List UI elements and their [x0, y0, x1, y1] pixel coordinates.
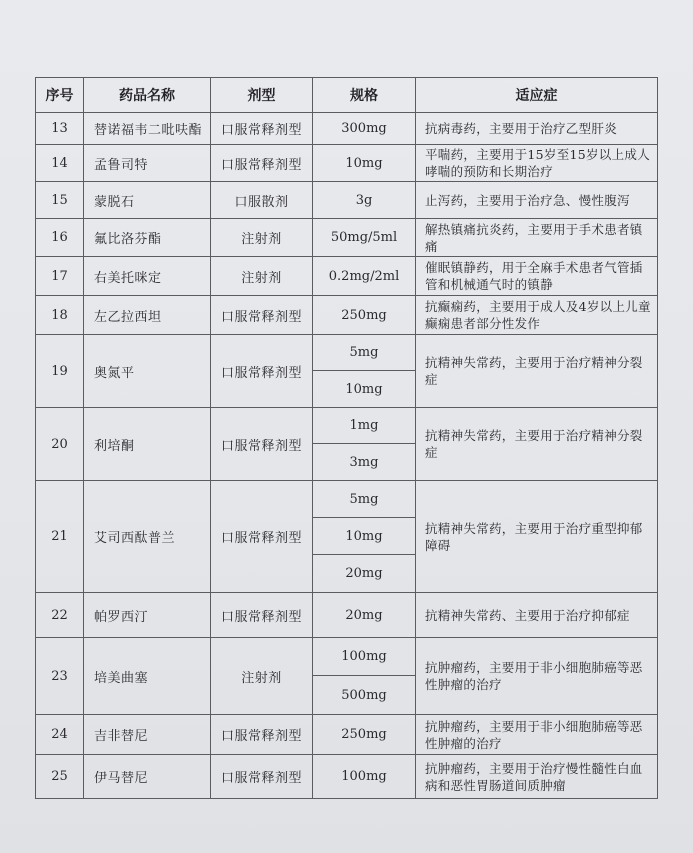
drug-name: 孟鲁司特 [84, 145, 211, 182]
row-number: 13 [36, 113, 84, 145]
specification: 10mg [313, 518, 416, 555]
specification: 20mg [313, 593, 416, 638]
table-row [36, 715, 658, 755]
row-number: 18 [36, 296, 84, 335]
specification: 300mg [313, 113, 416, 145]
specification: 50mg/5ml [313, 219, 416, 257]
table-row [36, 182, 658, 219]
table-row [36, 113, 658, 145]
indication: 抗精神失常药，主要用于治疗精神分裂症 [416, 335, 658, 408]
drug-name: 左乙拉西坦 [84, 296, 211, 335]
dosage-form: 口服常释剂型 [211, 715, 313, 755]
specification: 5mg [313, 335, 416, 371]
specification: 10mg [313, 145, 416, 182]
row-number: 24 [36, 715, 84, 755]
specification: 250mg [313, 715, 416, 755]
header-name: 药品名称 [84, 78, 211, 113]
indication: 抗病毒药，主要用于治疗乙型肝炎 [416, 113, 658, 145]
row-number: 19 [36, 335, 84, 408]
row-number: 16 [36, 219, 84, 257]
specification: 1mg [313, 408, 416, 444]
indication: 催眠镇静药，用于全麻手术患者气管插管和机械通气时的镇静 [416, 257, 658, 296]
header-row [36, 78, 658, 113]
drug-name: 替诺福韦二吡呋酯 [84, 113, 211, 145]
specification: 5mg [313, 481, 416, 518]
indication: 平喘药，主要用于15岁至15岁以上成人哮喘的预防和长期治疗 [416, 145, 658, 182]
header-form: 剂型 [211, 78, 313, 113]
indication: 抗精神失常药、主要用于治疗抑郁症 [416, 593, 658, 638]
dosage-form: 口服常释剂型 [211, 335, 313, 408]
specification: 3mg [313, 444, 416, 481]
indication: 解热镇痛抗炎药，主要用于手术患者镇痛 [416, 219, 658, 257]
specification: 500mg [313, 676, 416, 715]
dosage-form: 注射剂 [211, 638, 313, 715]
indication: 抗精神失常药，主要用于治疗精神分裂症 [416, 408, 658, 481]
specification: 250mg [313, 296, 416, 335]
table-row [36, 257, 658, 296]
table-header [36, 78, 658, 113]
table-body [36, 113, 658, 799]
dosage-form: 口服常释剂型 [211, 296, 313, 335]
table-row [36, 219, 658, 257]
indication: 抗肿瘤药，主要用于非小细胞肺癌等恶性肿瘤的治疗 [416, 638, 658, 715]
drug-name: 氟比洛芬酯 [84, 219, 211, 257]
header-spec: 规格 [313, 78, 416, 113]
drug-name: 伊马替尼 [84, 755, 211, 799]
drug-name: 右美托咪定 [84, 257, 211, 296]
row-number: 25 [36, 755, 84, 799]
dosage-form: 口服常释剂型 [211, 755, 313, 799]
table-row [36, 481, 658, 518]
table-row [36, 408, 658, 444]
row-number: 15 [36, 182, 84, 219]
indication: 抗肿瘤药，主要用于非小细胞肺癌等恶性肿瘤的治疗 [416, 715, 658, 755]
dosage-form: 口服常释剂型 [211, 113, 313, 145]
header-no: 序号 [36, 78, 84, 113]
dosage-form: 口服散剂 [211, 182, 313, 219]
indication: 抗癫痫药，主要用于成人及4岁以上儿童癫痫患者部分性发作 [416, 296, 658, 335]
specification: 3g [313, 182, 416, 219]
table-row [36, 638, 658, 676]
specification: 0.2mg/2ml [313, 257, 416, 296]
table-row [36, 145, 658, 182]
specification: 100mg [313, 638, 416, 676]
dosage-form: 注射剂 [211, 219, 313, 257]
drug-name: 蒙脱石 [84, 182, 211, 219]
dosage-form: 口服常释剂型 [211, 593, 313, 638]
row-number: 20 [36, 408, 84, 481]
row-number: 21 [36, 481, 84, 593]
drug-name: 奥氮平 [84, 335, 211, 408]
specification: 10mg [313, 371, 416, 408]
drug-list-table [35, 77, 658, 799]
drug-name: 利培酮 [84, 408, 211, 481]
specification: 100mg [313, 755, 416, 799]
table-row [36, 335, 658, 371]
row-number: 14 [36, 145, 84, 182]
header-indication: 适应症 [416, 78, 658, 113]
indication: 抗精神失常药，主要用于治疗重型抑郁障碍 [416, 481, 658, 593]
row-number: 23 [36, 638, 84, 715]
drug-name: 帕罗西汀 [84, 593, 211, 638]
dosage-form: 口服常释剂型 [211, 481, 313, 593]
specification: 20mg [313, 555, 416, 593]
drug-name: 培美曲塞 [84, 638, 211, 715]
table-row [36, 593, 658, 638]
indication: 抗肿瘤药，主要用于治疗慢性髓性白血病和恶性胃肠道间质肿瘤 [416, 755, 658, 799]
dosage-form: 口服常释剂型 [211, 408, 313, 481]
table-row [36, 755, 658, 799]
drug-name: 吉非替尼 [84, 715, 211, 755]
drug-name: 艾司西酞普兰 [84, 481, 211, 593]
dosage-form: 注射剂 [211, 257, 313, 296]
table-row [36, 296, 658, 335]
row-number: 17 [36, 257, 84, 296]
row-number: 22 [36, 593, 84, 638]
dosage-form: 口服常释剂型 [211, 145, 313, 182]
indication: 止泻药，主要用于治疗急、慢性腹泻 [416, 182, 658, 219]
